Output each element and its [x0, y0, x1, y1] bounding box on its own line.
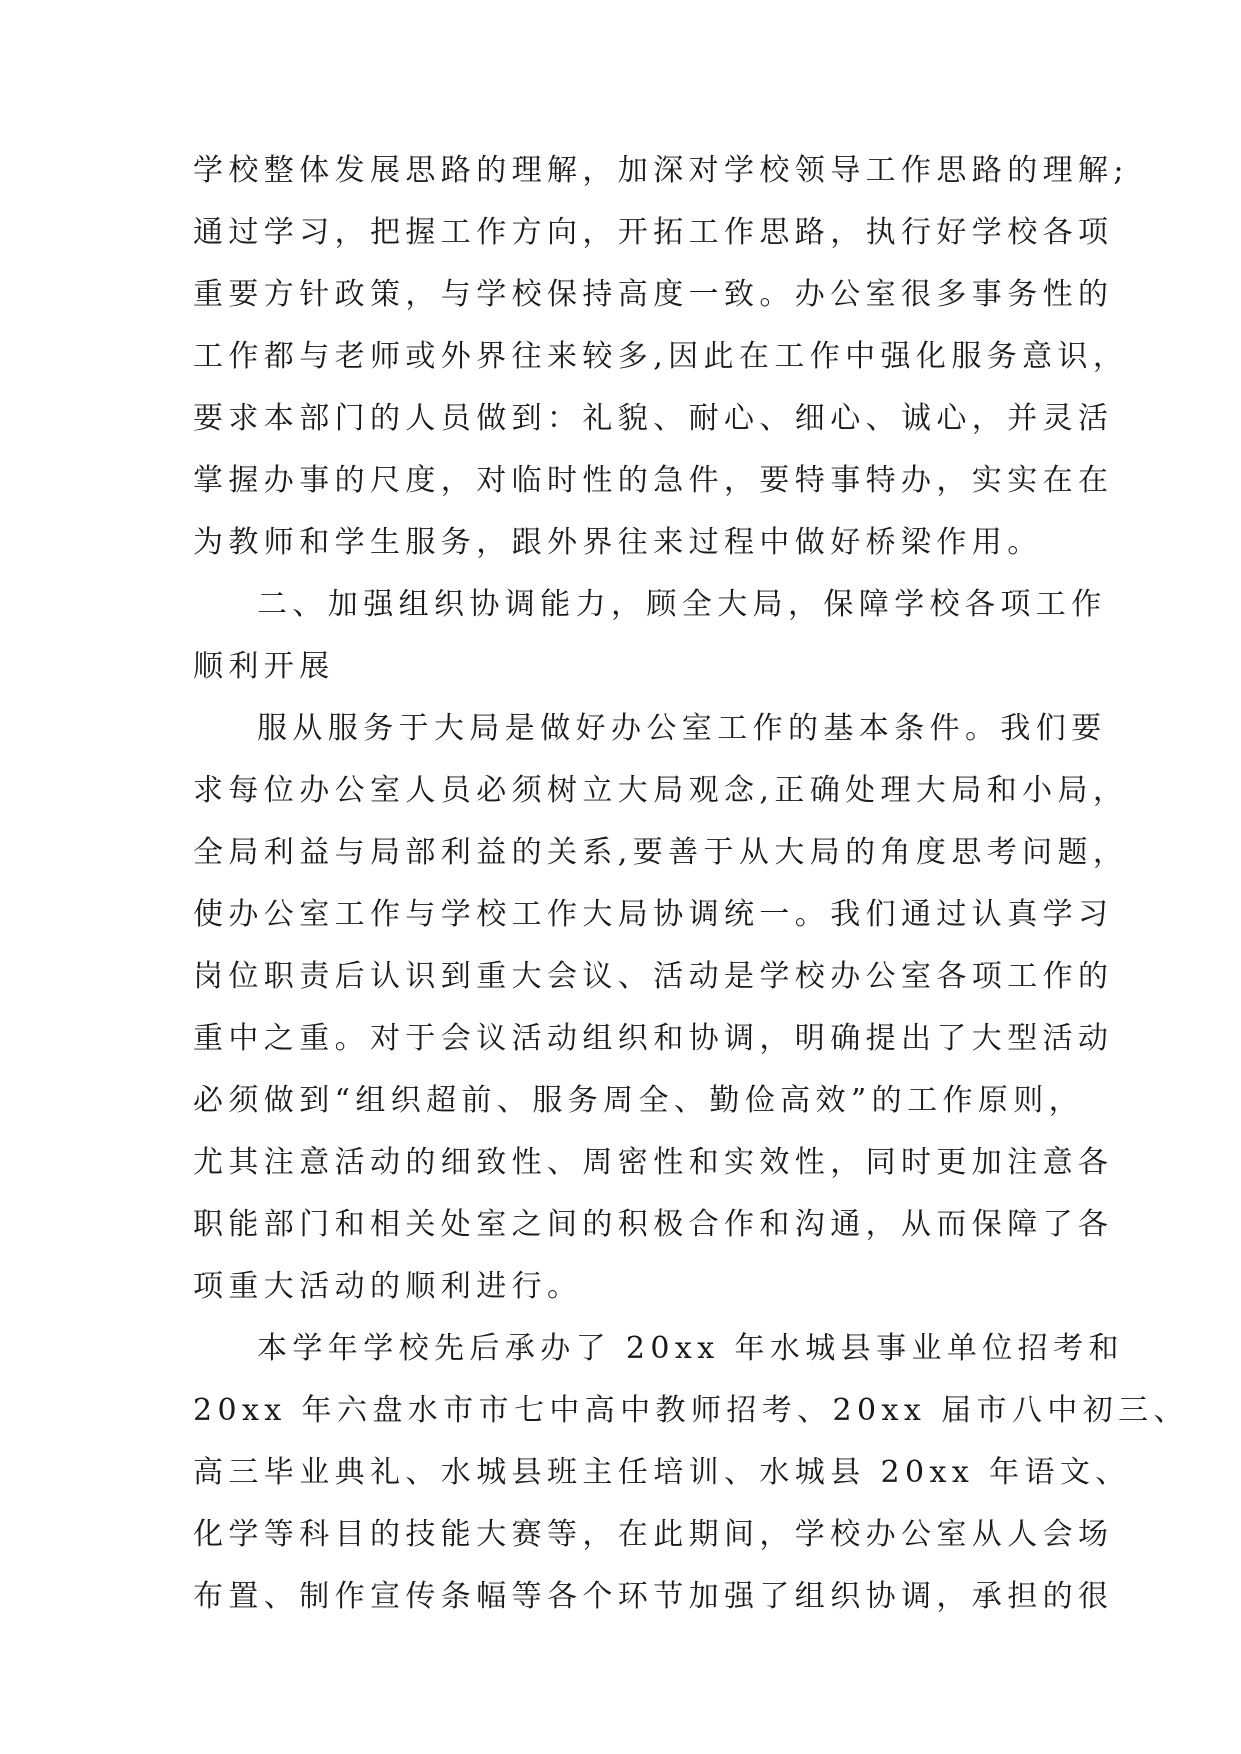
body-text-line: 为教师和学生服务，跟外界往来过程中做好桥梁作用。 [193, 525, 1043, 560]
body-text-line: 必须做到“组织超前、服务周全、勤俭高效”的工作原则， [193, 1083, 1085, 1118]
body-text-line: 全局利益与局部利益的关系,要善于从大局的角度思考问题， [193, 835, 1129, 870]
body-text-line: 岗位职责后认识到重大会议、活动是学校办公室各项工作的 [193, 959, 1114, 994]
body-text-line: 要求本部门的人员做到：礼貌、耐心、细心、诚心，并灵活 [193, 401, 1114, 436]
body-text-line: 重中之重。对于会议活动组织和协调，明确提出了大型活动 [193, 1021, 1114, 1056]
body-text-line: 化学等科目的技能大赛等，在此期间，学校办公室从人会场 [193, 1517, 1114, 1552]
paragraph-first-line: 本学年学校先后承办了 20xx 年水城县事业单位招考和 [257, 1331, 1124, 1366]
body-text-line: 掌握办事的尺度，对临时性的急件，要特事特办，实实在在 [193, 463, 1114, 498]
body-text-line: 求每位办公室人员必须树立大局观念,正确处理大局和小局， [193, 773, 1129, 808]
body-text-line: 重要方针政策，与学校保持高度一致。办公室很多事务性的 [193, 277, 1114, 312]
body-text-line: 工作都与老师或外界往来较多,因此在工作中强化服务意识， [193, 339, 1129, 374]
body-text-line: 高三毕业典礼、水城县班主任培训、水城县 20xx 年语文、 [193, 1455, 1131, 1490]
body-text-line: 职能部门和相关处室之间的积极合作和沟通，从而保障了各 [193, 1207, 1114, 1242]
paragraph-first-line: 服从服务于大局是做好办公室工作的基本条件。我们要 [257, 711, 1107, 746]
body-text-line: 布置、制作宣传条幅等各个环节加强了组织协调，承担的很 [193, 1579, 1114, 1614]
section-heading-line: 二、加强组织协调能力，顾全大局，保障学校各项工作 [257, 587, 1107, 622]
body-text-line: 使办公室工作与学校工作大局协调统一。我们通过认真学习 [193, 897, 1114, 932]
section-heading-line: 顺利开展 [193, 649, 335, 684]
body-text-line: 通过学习，把握工作方向，开拓工作思路，执行好学校各项 [193, 215, 1114, 250]
body-text-line: 项重大活动的顺利进行。 [193, 1269, 583, 1304]
body-text-line: 学校整体发展思路的理解，加深对学校领导工作思路的理解; [193, 153, 1129, 188]
body-text-line: 尤其注意活动的细致性、周密性和实效性，同时更加注意各 [193, 1145, 1114, 1180]
document-body [193, 140, 1189, 1628]
body-text-line: 20xx 年六盘水市市七中高中教师招考、20xx 届市八中初三、 [193, 1393, 1189, 1428]
